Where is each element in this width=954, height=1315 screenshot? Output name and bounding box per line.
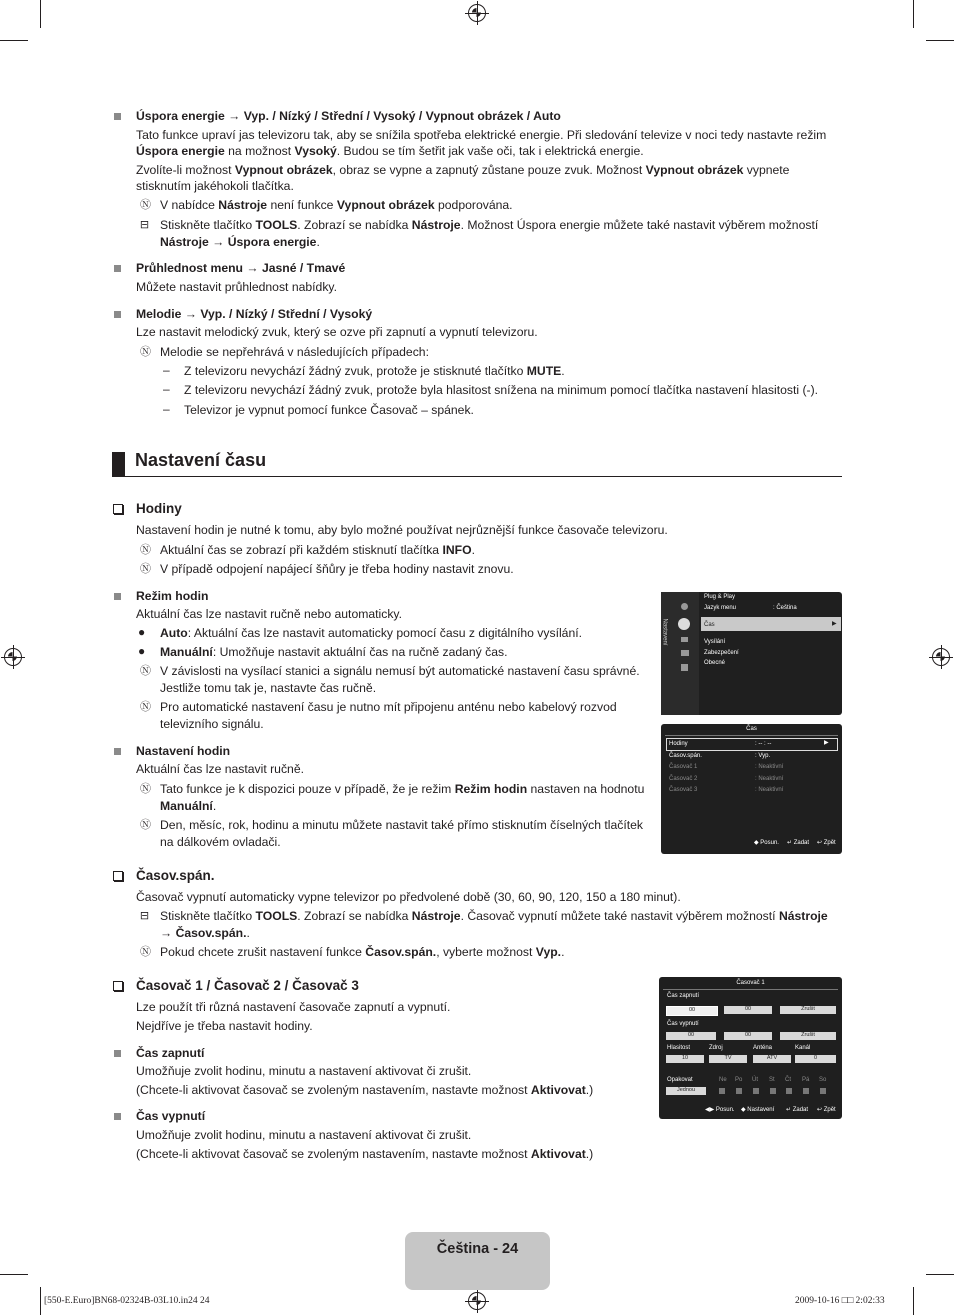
footer-return: ↩ Zpět bbox=[817, 1107, 836, 1113]
crop-mark bbox=[926, 1274, 954, 1275]
repeat-field[interactable]: Jednou bbox=[666, 1087, 706, 1095]
row-timer2-value: : Neaktivní bbox=[755, 776, 784, 782]
timers-desc-2: Nejdříve je třeba nastavit hodiny. bbox=[136, 1019, 313, 1033]
chevron-right-icon: ▶ bbox=[832, 621, 837, 627]
day-thu: Čt bbox=[785, 1077, 791, 1083]
section-title: Nastavení času bbox=[135, 450, 267, 470]
registration-mark-icon bbox=[932, 648, 950, 666]
clock-mode-note-1: V závislosti na vysílací stanici a signálu nemusí být automatické nastavení času správné. bbox=[160, 664, 640, 678]
timers-title: Časovač 1 / Časovač 2 / Časovač 3 bbox=[136, 978, 359, 993]
row-timer3-value: : Neaktivní bbox=[755, 787, 784, 793]
on-time-label: Čas zapnutí bbox=[667, 993, 700, 999]
channel-icon bbox=[681, 637, 688, 642]
sleep-title: Časov.spán. bbox=[136, 868, 215, 883]
support-icon bbox=[681, 664, 688, 671]
timer-on-desc: Umožňuje zvolit hodinu, minutu a nastavení aktivovat či zrušit. bbox=[136, 1064, 472, 1078]
off-time-label: Čas vypnutí bbox=[667, 1021, 699, 1027]
tools-icon: ⊟ bbox=[139, 219, 150, 231]
title-rule bbox=[663, 989, 838, 990]
checkbox-bullet-icon bbox=[113, 981, 123, 991]
print-footer-right: 2009-10-16 □□ 2:02:33 bbox=[795, 1296, 885, 1306]
row-sleep[interactable]: Časov.spán. bbox=[669, 753, 702, 759]
day-wed: St bbox=[769, 1077, 775, 1083]
clock-desc: Nastavení hodin je nutné k tomu, aby bylo možné používat nejrůznější funkce časovače televizoru. bbox=[136, 523, 668, 537]
menu-sidebar bbox=[661, 592, 699, 715]
menu-item-language-value: : Čeština bbox=[773, 605, 797, 611]
timer-off-desc: Umožňuje zvolit hodinu, minutu a nastavení aktivovat či zrušit. bbox=[136, 1128, 472, 1142]
picture-icon bbox=[681, 603, 688, 610]
menu-item-time: Čas bbox=[704, 622, 715, 628]
energy-desc-3: Zvolíte-li možnost Vypnout obrázek, obraz se vypne a zapnutý zůstane pouze zvuk. Možnost Vypnout obrázek vypnete bbox=[136, 163, 790, 177]
menu-item-time-highlight[interactable] bbox=[701, 617, 841, 631]
channel-label: Kanál bbox=[795, 1045, 811, 1051]
tv-timer-menu-screenshot bbox=[659, 977, 842, 1119]
row-highlight[interactable] bbox=[666, 738, 838, 751]
energy-desc: Tato funkce upraví jas televizoru tak, aby se snížila spotřeba elektrické energie. Při sledování televize v noci tedy nastavte režim bbox=[136, 128, 827, 142]
dash-bullet: – bbox=[163, 382, 170, 396]
sleep-desc: Časovač vypnutí automaticky vypne televizor po předvolené době (30, 60, 90, 120, 150 a 180 minut). bbox=[136, 890, 681, 904]
day-checkbox[interactable] bbox=[820, 1088, 826, 1094]
channel-field[interactable]: 0 bbox=[795, 1055, 836, 1063]
volume-field[interactable]: 10 bbox=[666, 1055, 704, 1063]
bullet-square-icon bbox=[114, 748, 121, 755]
footer-move: ◆ Posun. bbox=[754, 840, 779, 846]
crop-mark bbox=[0, 40, 28, 41]
antenna-label: Anténa bbox=[753, 1045, 773, 1051]
source-label: Zdroj bbox=[709, 1045, 723, 1051]
day-checkbox[interactable] bbox=[753, 1088, 759, 1094]
footer-adjust: ◆ Nastavení bbox=[741, 1107, 775, 1113]
off-minute-field[interactable]: 00 bbox=[724, 1032, 772, 1040]
repeat-label: Opakovat bbox=[667, 1077, 693, 1083]
sleep-tools-2: → Časov.spán.. bbox=[160, 926, 250, 940]
energy-desc-2: Úspora energie na možnost Vysoký. Budou se tím šetřit jak vaše oči, tak i elektrická energie. bbox=[136, 144, 644, 158]
crop-mark bbox=[926, 40, 954, 41]
menu-item-security[interactable]: Zabezpečení bbox=[704, 650, 739, 656]
day-checkbox[interactable] bbox=[803, 1088, 809, 1094]
day-fri: Pá bbox=[802, 1077, 810, 1083]
registration-mark-icon bbox=[4, 648, 22, 666]
tools-icon: ⊟ bbox=[139, 910, 150, 922]
timer-off-title: Čas vypnutí bbox=[136, 1109, 206, 1123]
dash-bullet: – bbox=[163, 402, 170, 416]
clock-mode-auto: Auto: Aktuální čas lze nastavit automaticky pomocí času z digitálního vysílání. bbox=[160, 626, 583, 640]
sleep-note: Pokud chcete zrušit nastavení funkce Časov.spán., vyberte možnost Vyp.. bbox=[160, 945, 565, 959]
source-field[interactable]: TV bbox=[709, 1055, 747, 1063]
menu-item-general[interactable]: Obecné bbox=[704, 660, 726, 666]
off-hour-field[interactable]: 00 bbox=[666, 1032, 716, 1040]
energy-tools-2: Nástroje → Úspora energie. bbox=[160, 235, 320, 249]
volume-label: Hlasitost bbox=[667, 1045, 691, 1051]
tv-settings-menu-screenshot bbox=[661, 592, 842, 715]
note-icon: Ⓝ bbox=[140, 346, 151, 358]
registration-mark-icon bbox=[468, 1292, 486, 1310]
on-activate-field[interactable]: Zrušit bbox=[780, 1006, 836, 1014]
clock-mode-note-1b: Jestliže tomu tak je, nastavte čas ručně. bbox=[160, 681, 377, 695]
clock-set-note-2: Den, měsíc, rok, hodinu a minutu můžete nastavit také přímo stisknutím číselných tlačítek bbox=[160, 818, 643, 832]
crop-mark bbox=[913, 0, 914, 28]
footer-move: ◀▶ Posun. bbox=[705, 1107, 735, 1113]
timer-on-desc-2: (Chcete-li aktivovat časovač se zvoleným nastavením, nastavte možnost Aktivovat.) bbox=[136, 1083, 594, 1097]
row-timer3: Časovač 3 bbox=[669, 787, 698, 793]
note-icon: Ⓝ bbox=[140, 544, 151, 556]
antenna-field[interactable]: ATV bbox=[753, 1055, 791, 1063]
osd-title: Čas bbox=[746, 726, 757, 732]
day-checkbox[interactable] bbox=[786, 1088, 792, 1094]
dash-bullet: – bbox=[163, 363, 170, 377]
crop-mark bbox=[0, 1274, 28, 1275]
clock-note-1: Aktuální čas se zobrazí při každém stisknutí tlačítka INFO. bbox=[160, 543, 475, 557]
melody-case-1: Z televizoru nevychází žádný zvuk, protože je stisknuté tlačítko MUTE. bbox=[184, 364, 565, 378]
bullet-square-icon bbox=[114, 1113, 121, 1120]
day-checkbox[interactable] bbox=[736, 1088, 742, 1094]
transparency-desc: Můžete nastavit průhlednost nabídky. bbox=[136, 280, 337, 294]
melody-note: Melodie se nepřehrává v následujících případech: bbox=[160, 345, 429, 359]
chevron-right-icon: ▶ bbox=[824, 740, 829, 746]
row-clock: Hodiny bbox=[669, 741, 688, 747]
bullet-dot-icon: ● bbox=[138, 625, 146, 639]
on-hour-field[interactable]: 00 bbox=[666, 1006, 718, 1016]
energy-title: Úspora energie → Vyp. / Nízký / Střední / Vysoký / Vypnout obrázek / Auto bbox=[136, 109, 561, 123]
timer-off-desc-2: (Chcete-li aktivovat časovač se zvoleným nastavením, nastavte možnost Aktivovat.) bbox=[136, 1147, 594, 1161]
page-number: Čeština - 24 bbox=[436, 1241, 519, 1257]
bullet-square-icon bbox=[114, 265, 121, 272]
clock-set-desc: Aktuální čas lze nastavit ručně. bbox=[136, 762, 305, 776]
energy-tools: Stiskněte tlačítko TOOLS. Zobrazí se nabídka Nástroje. Možnost Úspora energie můžete také nastavit výběrem možností bbox=[160, 218, 819, 232]
footer-enter: ↵ Zadat bbox=[787, 840, 810, 846]
day-sat: So bbox=[819, 1077, 827, 1083]
off-activate-field[interactable]: Zrušit bbox=[780, 1032, 836, 1040]
crop-mark bbox=[40, 1287, 41, 1315]
section-bar bbox=[112, 452, 125, 476]
clock-set-note-2b: na dálkovém ovladači. bbox=[160, 835, 281, 849]
clock-set-note-1b: Manuální. bbox=[160, 799, 217, 813]
clock-set-note-1: Tato funkce je k dispozici pouze v případě, že je režim Režim hodin nastaven na hodnotu bbox=[160, 782, 645, 796]
melody-title: Melodie → Vyp. / Nízký / Střední / Vysoký bbox=[136, 307, 373, 321]
day-mon: Po bbox=[735, 1077, 743, 1083]
bullet-square-icon bbox=[114, 593, 121, 600]
print-footer-left: [550-E.Euro]BN68-02324B-03L10.in24 24 bbox=[44, 1296, 210, 1306]
clock-mode-note-2b: televizního signálu. bbox=[160, 717, 264, 731]
bullet-dot-icon: ● bbox=[138, 644, 146, 658]
clock-mode-manual: Manuální: Umožňuje nastavit aktuální čas na ručně zadaný čas. bbox=[160, 645, 508, 659]
menu-item-language[interactable]: Jazyk menu bbox=[704, 605, 737, 611]
crop-mark bbox=[913, 1287, 914, 1315]
checkbox-bullet-icon bbox=[113, 871, 123, 881]
energy-note: V nabídce Nástroje není funkce Vypnout obrázek podporována. bbox=[160, 198, 513, 212]
clock-note-2: V případě odpojení napájecí šňůry je třeba hodiny nastavit znovu. bbox=[160, 562, 514, 576]
footer-enter: ↵ Zadat bbox=[786, 1107, 809, 1113]
clock-set-title: Nastavení hodin bbox=[136, 744, 231, 758]
menu-side-label: Nastavení bbox=[661, 618, 668, 646]
note-icon: Ⓝ bbox=[140, 946, 151, 958]
note-icon: Ⓝ bbox=[140, 665, 151, 677]
on-minute-field[interactable]: 00 bbox=[724, 1006, 772, 1014]
note-icon: Ⓝ bbox=[140, 563, 151, 575]
registration-mark-icon bbox=[468, 4, 486, 22]
note-icon: Ⓝ bbox=[140, 783, 151, 795]
title-rule bbox=[665, 735, 838, 736]
row-clock-value: : -- : -- bbox=[755, 741, 772, 747]
bullet-square-icon bbox=[114, 113, 121, 120]
row-timer1-value: : Neaktivní bbox=[755, 764, 784, 770]
melody-desc: Lze nastavit melodický zvuk, který se ozve při zapnutí a vypnutí televizoru. bbox=[136, 325, 538, 339]
crop-mark bbox=[40, 0, 41, 28]
settings-gear-icon bbox=[678, 618, 690, 630]
day-tue: Út bbox=[752, 1077, 758, 1083]
energy-desc-4: stisknutím jakéhokoli tlačítka. bbox=[136, 179, 294, 193]
menu-item-plugplay[interactable]: Plug & Play bbox=[704, 594, 736, 600]
day-sun: Ne bbox=[719, 1077, 727, 1083]
row-timer2: Časovač 2 bbox=[669, 776, 698, 782]
footer-return: ↩ Zpět bbox=[817, 840, 836, 846]
checkbox-bullet-icon bbox=[113, 504, 123, 514]
osd-title: Časovač 1 bbox=[736, 980, 765, 986]
note-icon: Ⓝ bbox=[140, 701, 151, 713]
clock-title: Hodiny bbox=[136, 501, 182, 516]
clock-mode-desc: Aktuální čas lze nastavit ručně nebo automaticky. bbox=[136, 607, 403, 621]
day-checkbox[interactable] bbox=[770, 1088, 776, 1094]
melody-case-3: Televizor je vypnut pomocí funkce Časovač – spánek. bbox=[184, 403, 474, 417]
sleep-tools: Stiskněte tlačítko TOOLS. Zobrazí se nabídka Nástroje. Časovač vypnutí můžete také nastavit výběrem možností Nástroje bbox=[160, 909, 828, 923]
tv-time-menu-screenshot bbox=[661, 724, 842, 854]
clock-mode-title: Režim hodin bbox=[136, 589, 209, 603]
input-icon bbox=[681, 650, 689, 656]
transparency-title: Průhlednost menu → Jasné / Tmavé bbox=[136, 261, 346, 275]
bullet-square-icon bbox=[114, 311, 121, 318]
section-rule bbox=[112, 476, 842, 477]
menu-item-broadcast[interactable]: Vysílání bbox=[704, 639, 726, 645]
timer-on-title: Čas zapnutí bbox=[136, 1046, 205, 1060]
clock-mode-note-2: Pro automatické nastavení času je nutno mít připojenu anténu nebo kabelový rozvod bbox=[160, 700, 617, 714]
row-timer1: Časovač 1 bbox=[669, 764, 698, 770]
row-sleep-value: : Vyp. bbox=[755, 753, 771, 759]
day-checkbox[interactable] bbox=[719, 1088, 725, 1094]
note-icon: Ⓝ bbox=[140, 819, 151, 831]
note-icon: Ⓝ bbox=[140, 199, 151, 211]
timers-desc-1: Lze použít tři různá nastavení časovače zapnutí a vypnutí. bbox=[136, 1000, 451, 1014]
bullet-square-icon bbox=[114, 1050, 121, 1057]
melody-case-2: Z televizoru nevychází žádný zvuk, protože byla hlasitost snížena na minimum pomocí tlačítka nastavení hlasitosti (-). bbox=[184, 383, 819, 397]
